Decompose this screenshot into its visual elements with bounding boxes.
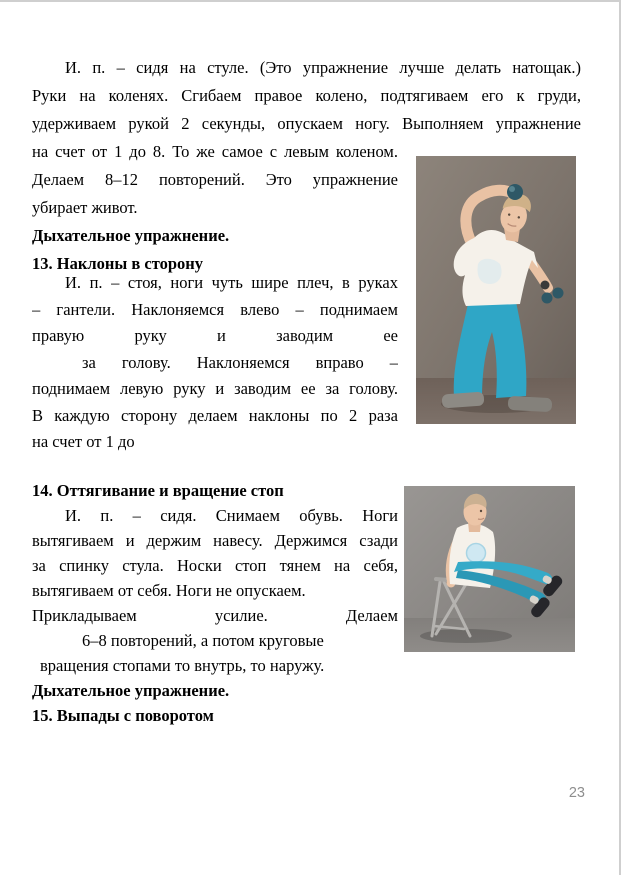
text-line: удерживаем рукой 2 секунды, опускаем ногу. Выполняем упражнение bbox=[32, 114, 581, 133]
page-number: 23 bbox=[568, 785, 585, 801]
head bbox=[464, 494, 487, 526]
exercise-13-paragraph bbox=[32, 270, 398, 456]
dumbbell-low-head2 bbox=[553, 288, 564, 299]
side-bend-illustration bbox=[416, 156, 576, 424]
right-shoe bbox=[508, 396, 553, 412]
text-line: вытягиваем от себя. Ноги не опускаем. bbox=[32, 581, 306, 600]
text-line: И. п. – сидя. Снимаем обувь. Ноги bbox=[65, 506, 398, 525]
text-line: 6–8 повторений, а потом круговые bbox=[82, 631, 324, 650]
text-line: – гантели. Наклоняемся влево – поднимаем bbox=[32, 299, 398, 319]
photo-foot-rotation-exercise bbox=[404, 486, 575, 652]
text-line: Прикладываем усилие. Делаем bbox=[32, 606, 398, 625]
text-line: Руки на коленях. Сгибаем правое колено, подтягиваем его к груди, bbox=[32, 86, 581, 105]
text-line: правую руку и заводим ее bbox=[32, 326, 398, 345]
text-line: на счет от 1 до 8. То же самое с левым коленом. bbox=[32, 142, 398, 161]
exercise-14-block bbox=[32, 478, 398, 728]
shirt-logo bbox=[467, 544, 486, 563]
text-line: В каждую сторону делаем наклоны по 2 раза bbox=[32, 405, 398, 425]
dumbbell-top bbox=[507, 184, 523, 200]
dumbbell-top-highlight bbox=[509, 186, 515, 192]
text-line: вытягиваем и держим навесу. Держимся сзади bbox=[32, 531, 398, 550]
foot-rotation-illustration bbox=[404, 486, 575, 652]
left-shoe bbox=[442, 392, 485, 409]
text-line: Делаем 8–12 повторений. Это упражнение bbox=[32, 170, 398, 189]
dumbbell-low-head1 bbox=[542, 293, 553, 304]
photo-side-bend-exercise bbox=[416, 156, 576, 424]
text-line: убирает живот. bbox=[32, 198, 138, 217]
text-line: поднимаем левую руку и заводим ее за голову. bbox=[32, 379, 398, 398]
text-line: на счет от 1 до bbox=[32, 432, 135, 451]
exercise-13-heading: 13. Наклоны в сторону bbox=[32, 254, 204, 273]
text-line: И. п. – сидя на стуле. (Это упражнение лучше делать натощак.) bbox=[65, 58, 581, 77]
wrist-band bbox=[541, 281, 550, 290]
shirt-print bbox=[478, 259, 502, 284]
text-line: вращения стопами то внутрь, то наружу. bbox=[40, 656, 325, 675]
text-line: И. п. – стоя, ноги чуть шире плеч, в руках bbox=[65, 273, 398, 292]
breathing-exercise-note: Дыхательное упражнение. bbox=[32, 226, 230, 245]
exercise-14-heading: 14. Оттягивание и вращение стоп bbox=[32, 481, 284, 500]
text-line: за голову. Наклоняемся вправо – bbox=[82, 352, 398, 372]
exercise-15-heading: 15. Выпады с поворотом bbox=[32, 706, 214, 725]
breathing-exercise-note: Дыхательное упражнение. bbox=[32, 681, 230, 700]
text-line: за спинку стула. Носки стоп тянем на себя, bbox=[32, 556, 398, 575]
